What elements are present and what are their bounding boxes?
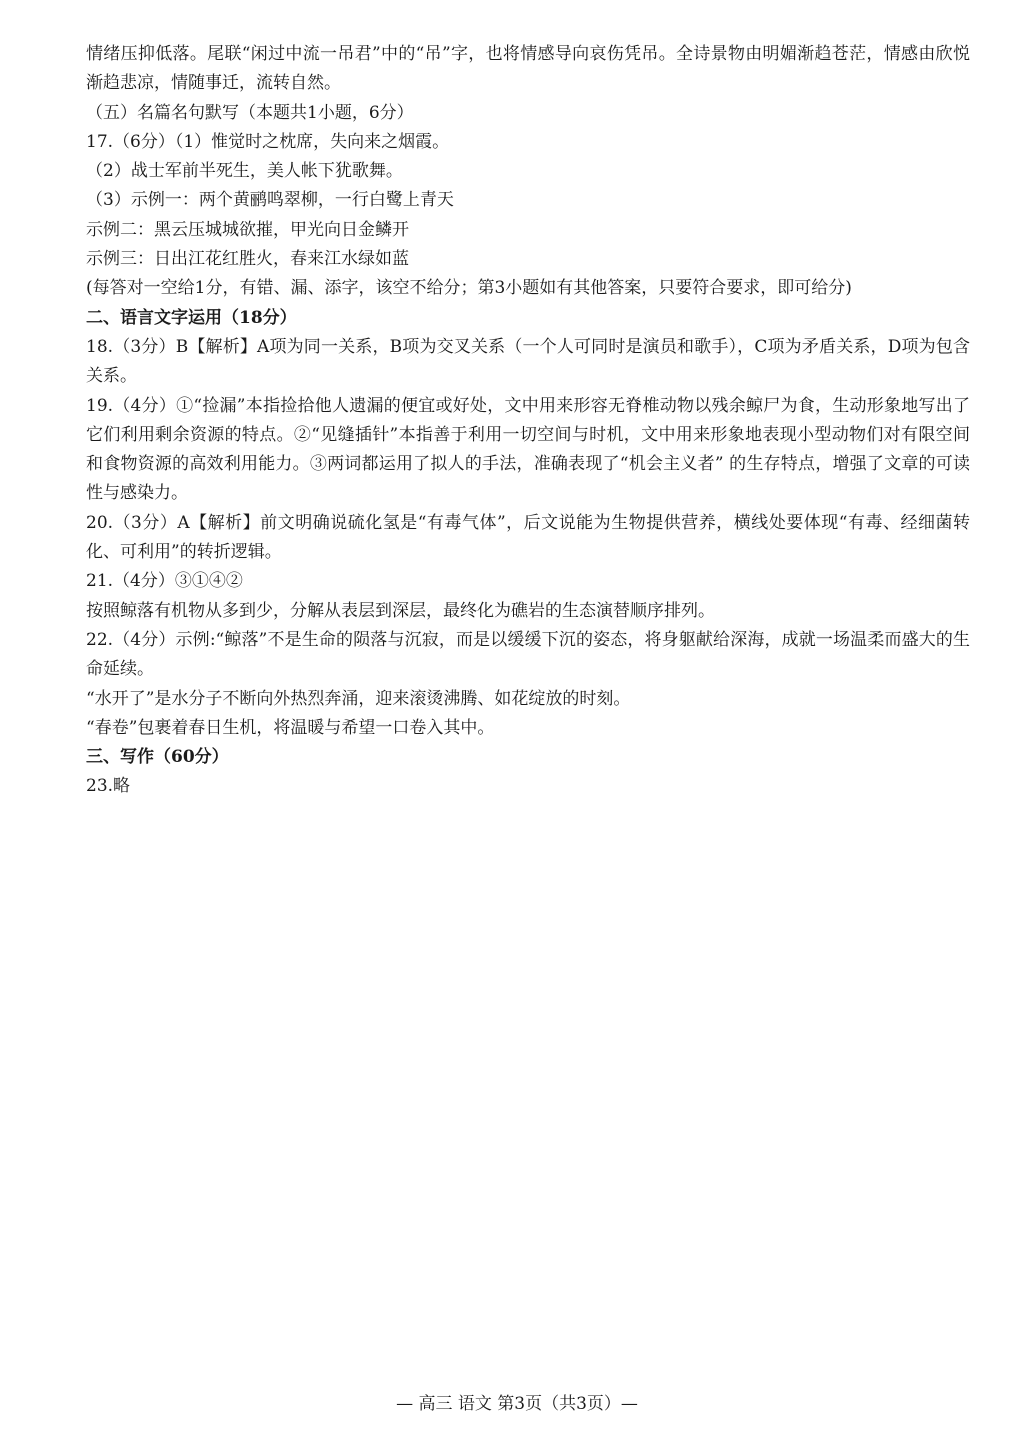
q20-answer: 20.（3分）A【解析】前文明确说硫化氢是“有毒气体”，后文说能为生物提供营养，横线处要体现“有毒、经细菌转化、可利用”的转折逻辑。	[86, 512, 970, 563]
q18-answer: 18.（3分）B【解析】A项为同一关系，B项为交叉关系（一个人可同时是演员和歌手），C项为矛盾关系，D项为包含关系。	[86, 336, 970, 387]
answer-key-page	[86, 40, 970, 802]
q17-answer-part2: （2）战士军前半死生，美人帐下犹歌舞。	[86, 161, 403, 182]
section-five-title: （五）名篇名句默写（本题共1小题，6分）	[86, 102, 414, 123]
q17-scoring-note: (每答对一空给1分，有错、漏、添字，该空不给分；第3小题如有其他答案，只要符合要求，即可给分)	[86, 278, 852, 299]
q17-answer-part1: 17.（6分）（1）惟觉时之枕席，失向来之烟霞。	[86, 131, 450, 152]
section-three-heading: 三、写作（60分）	[86, 747, 229, 768]
q23-answer: 23.略	[86, 776, 131, 797]
q17-example-2: 示例二：黑云压城城欲摧，甲光向日金鳞开	[86, 219, 409, 240]
q21-answer: 21.（4分）③①④②	[86, 571, 243, 592]
page-footer: — 高三 语文 第3页（共3页）—	[396, 1394, 638, 1414]
poem-analysis-continuation: 情绪压抑低落。尾联“闲过中流一吊君”中的“吊”字，也将情感导向哀伤凭吊。全诗景物由明媚渐趋苍茫，情感由欣悦渐趋悲凉，情随事迁，流转自然。	[86, 44, 970, 94]
section-two-heading: 二、语言文字运用（18分）	[86, 307, 297, 328]
q17-example-1: （3）示例一：两个黄鹂鸣翠柳，一行白鹭上青天	[86, 190, 454, 211]
q19-answer: 19.（4分）①“捡漏”本指捡拾他人遗漏的便宜或好处，文中用来形容无脊椎动物以残余鲸尸为食，生动形象地写出了它们利用剩余资源的特点。②“见缝插针”本指善于利用一切空间与时机，文中用来形象地表现小型动物们对有限空间和食物资源的高效利用能力。③两词都运用了拟人的手法，准确表现了“机会主义者” 的生存特点，增强了文章的可读性与感染力。	[86, 395, 970, 504]
q17-example-3: 示例三：日出江花红胜火，春来江水绿如蓝	[86, 249, 409, 270]
q21-explanation: 按照鲸落有机物从多到少，分解从表层到深层，最终化为礁岩的生态演替顺序排列。	[86, 600, 715, 621]
q22-example-water: “水开了”是水分子不断向外热烈奔涌，迎来滚烫沸腾、如花绽放的时刻。	[86, 688, 631, 709]
q22-answer: 22.（4分）示例:“鲸落”不是生命的陨落与沉寂，而是以缓缓下沉的姿态，将身躯献给深海，成就一场温柔而盛大的生命延续。	[86, 629, 970, 680]
q22-example-springroll: “春卷”包裹着春日生机，将温暖与希望一口卷入其中。	[86, 717, 495, 738]
